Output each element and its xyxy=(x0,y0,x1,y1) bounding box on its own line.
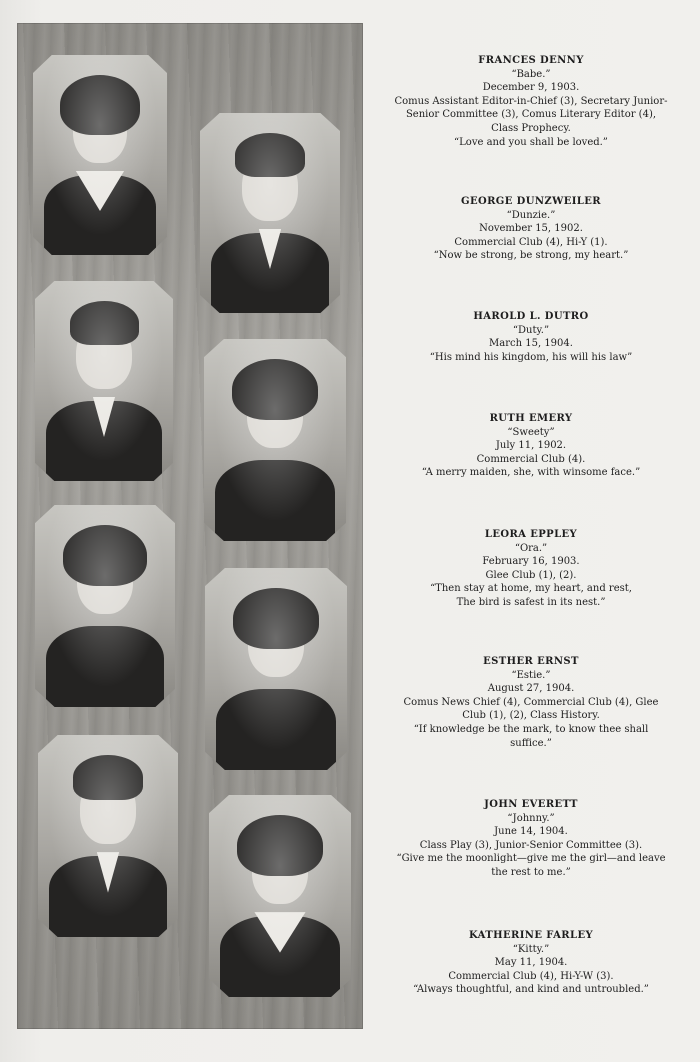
student-name: ESTHER ERNST xyxy=(483,656,579,667)
portrait-harold-dutro xyxy=(35,281,173,481)
portrait-ruth-emery xyxy=(204,339,346,541)
student-quote: The bird is safest in its nest.” xyxy=(456,596,606,608)
student-nickname: “Dunzie.” xyxy=(506,209,556,221)
student-name: LEORA EPPLEY xyxy=(484,529,578,540)
student-nickname: “Sweety” xyxy=(507,426,555,438)
portrait-esther-ernst xyxy=(205,568,347,770)
student-activities: Comus News Chief (4), Commercial Club (4), Glee xyxy=(403,696,659,708)
student-name: HAROLD L. DUTRO xyxy=(473,311,589,322)
entry-katherine-farley xyxy=(372,929,690,997)
student-activities: Glee Club (1), (2). xyxy=(485,569,577,581)
student-nickname: “Estie.” xyxy=(511,669,551,681)
student-nickname: “Duty.” xyxy=(512,324,550,336)
student-activities: Senior Committee (3), Comus Literary Editor (4), xyxy=(405,109,657,121)
student-quote: “Give me the moonlight—give me the girl—and leave xyxy=(396,853,666,865)
entry-leora-eppley xyxy=(372,528,690,610)
student-quote: “Now be strong, be strong, my heart.” xyxy=(433,250,629,262)
student-birthdate: November 15, 1902. xyxy=(479,223,583,235)
portrait-john-everett xyxy=(38,735,178,937)
student-quote: suffice.” xyxy=(510,737,552,749)
student-birthdate: June 14, 1904. xyxy=(494,826,568,838)
entry-ruth-emery xyxy=(372,412,690,480)
student-nickname: “Ora.” xyxy=(514,542,548,554)
student-activities: Club (1), (2), Class History. xyxy=(462,710,600,722)
student-quote: “Always thoughtful, and kind and untroubled.” xyxy=(413,984,649,996)
student-quote: “Love and you shall be loved.” xyxy=(454,136,608,148)
student-activities: Commercial Club (4), Hi-Y (1). xyxy=(454,236,608,248)
biography-column xyxy=(372,0,690,1062)
student-activities: Class Play (3), Junior-Senior Committee (3). xyxy=(419,839,643,851)
student-activities: Commercial Club (4), Hi-Y-W (3). xyxy=(448,970,614,982)
portrait-katherine-farley xyxy=(209,795,351,997)
student-quote: “His mind his kingdom, his will his law” xyxy=(429,351,633,363)
student-activities: Comus Assistant Editor-in-Chief (3), Secretary Junior- xyxy=(394,95,668,107)
portrait-leora-eppley xyxy=(35,505,175,707)
student-birthdate: March 15, 1904. xyxy=(489,338,573,350)
entry-harold-dutro xyxy=(372,310,690,364)
student-birthdate: May 11, 1904. xyxy=(494,957,568,969)
student-quote: “Then stay at home, my heart, and rest, xyxy=(430,583,632,595)
student-nickname: “Johnny.” xyxy=(507,812,555,824)
student-name: RUTH EMERY xyxy=(489,413,573,424)
student-birthdate: December 9, 1903. xyxy=(482,82,580,94)
student-birthdate: February 16, 1903. xyxy=(482,556,580,568)
wood-panel-background xyxy=(17,23,363,1029)
student-name: GEORGE DUNZWEILER xyxy=(461,196,601,207)
student-quote: the rest to me.” xyxy=(491,866,571,878)
student-activities: Commercial Club (4). xyxy=(476,453,586,465)
student-quote: “If knowledge be the mark, to know thee shall xyxy=(413,723,649,735)
student-nickname: “Babe.” xyxy=(511,68,551,80)
student-nickname: “Kitty.” xyxy=(512,943,550,955)
portrait-george-dunzweiler xyxy=(200,113,340,313)
student-birthdate: August 27, 1904. xyxy=(487,683,575,695)
student-name: FRANCES DENNY xyxy=(478,55,584,66)
student-quote: “A merry maiden, she, with winsome face.” xyxy=(421,467,641,479)
portrait-frances-denny xyxy=(33,55,167,255)
entry-frances-denny xyxy=(372,54,690,149)
student-birthdate: July 11, 1902. xyxy=(495,440,567,452)
entry-george-dunzweiler xyxy=(372,195,690,263)
student-name: JOHN EVERETT xyxy=(484,799,578,810)
student-name: KATHERINE FARLEY xyxy=(468,930,594,941)
student-activities: Class Prophecy. xyxy=(491,122,571,134)
entry-john-everett xyxy=(372,798,690,880)
entry-esther-ernst xyxy=(372,655,690,750)
